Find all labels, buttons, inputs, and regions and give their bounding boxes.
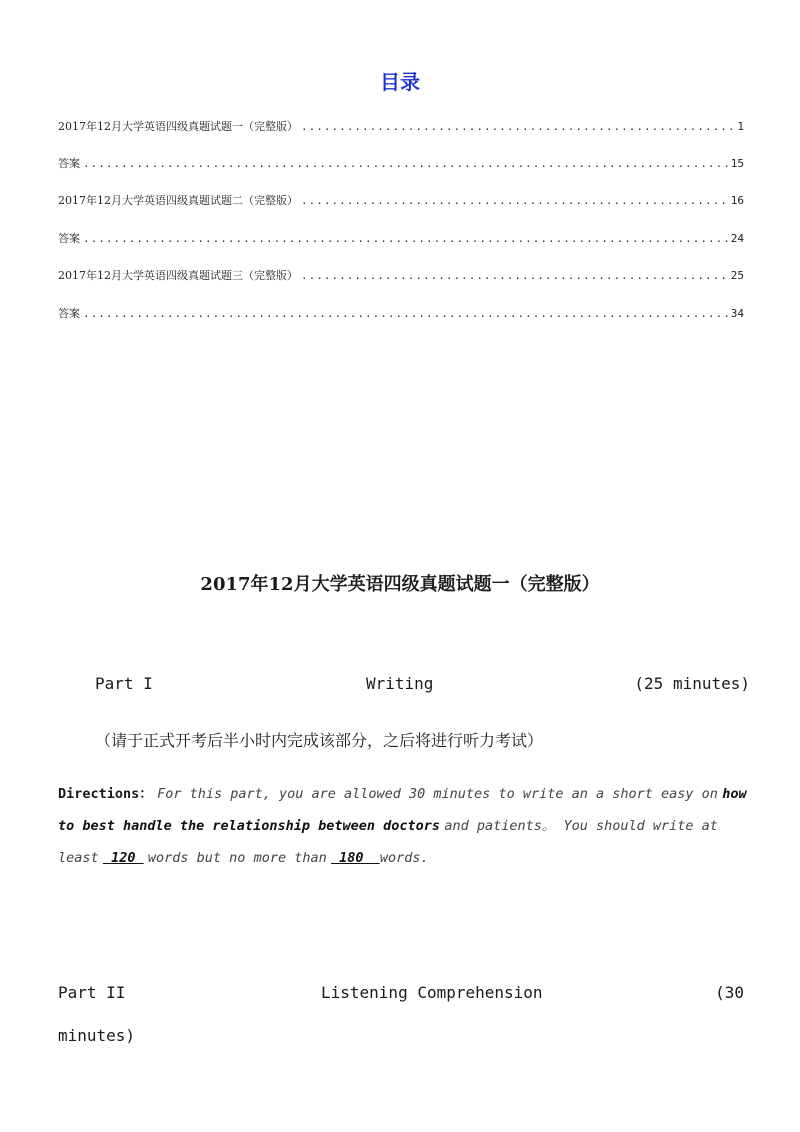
part1-time: (25 minutes) [634,674,750,693]
toc-entry[interactable] [58,118,744,138]
toc-entry[interactable] [58,155,744,175]
toc-entry-label: 答案 [58,157,80,170]
toc-entry[interactable] [58,230,744,250]
part1-name: Writing [366,674,434,693]
directions-text: words but no more than [147,850,327,866]
toc-entry-label: 2017年12月大学英语四级真题试题二（完整版） [58,194,298,207]
toc-entry-page: 25 [730,269,744,282]
directions-text: For this part, you are allowed 30 minutes to write an a short easy on [157,786,718,802]
toc-entry-page: 24 [730,232,744,245]
toc-entry-label: 2017年12月大学英语四级真题试题一（完整版） [58,120,298,133]
max-words: 180 [339,850,364,866]
exam-note: （请于正式开考后半小时内完成该部分，之后将进行听力考试） [95,731,544,750]
toc-entry-page: 1 [737,120,744,133]
toc-entry-label: 答案 [58,232,80,245]
toc-leader-dots [83,232,728,245]
directions-text: and patients。 You should write at least [58,818,718,866]
toc-leader-dots [301,120,734,133]
part2-time: (30 [715,983,744,1002]
toc-leader-dots [301,269,728,282]
part2-name: Listening Comprehension [321,983,543,1002]
document-title: 2017年12月大学英语四级真题试题一（完整版） [200,574,600,595]
toc-entry-page: 15 [730,157,744,170]
part1-number: Part I [95,674,153,693]
min-words: 120 [111,850,136,866]
toc-entry-label: 2017年12月大学英语四级真题试题三（完整版） [58,269,298,282]
directions-paragraph [58,778,748,874]
directions-topic: how to best handle the relationship between doctors [58,786,747,834]
toc-entry[interactable] [58,305,744,325]
directions-text: words. [379,850,429,866]
toc-entry[interactable] [58,192,744,212]
part2-number: Part II [58,983,126,1002]
toc-entry-label: 答案 [58,307,80,320]
part2-time-continued: minutes) [58,1026,136,1045]
toc-leader-dots [83,157,728,170]
toc-leader-dots [83,307,728,320]
toc-leader-dots [301,194,728,207]
toc-entry-page: 16 [730,194,744,207]
toc-title: 目录 [380,70,420,94]
toc-entry[interactable] [58,267,744,287]
directions-label: Directions： [58,786,153,802]
toc-entry-page: 34 [730,307,744,320]
